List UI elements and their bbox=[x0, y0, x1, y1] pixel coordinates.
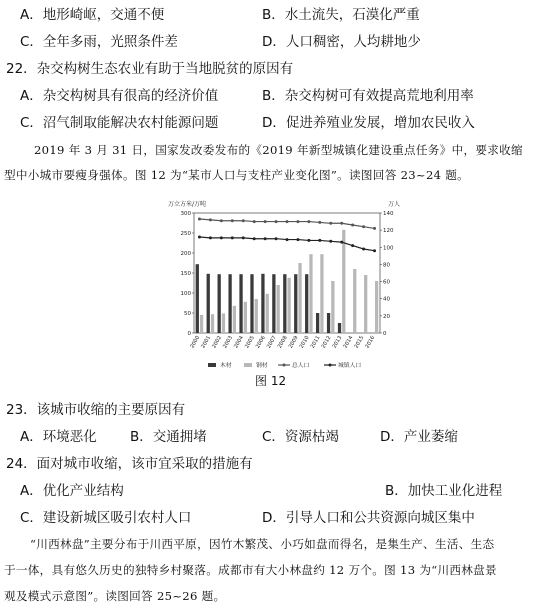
bar-钢材 bbox=[353, 269, 356, 333]
bar-木材 bbox=[283, 274, 286, 333]
bar-木材 bbox=[207, 274, 210, 333]
q23-option-a: A．环境恶化 bbox=[20, 429, 97, 445]
intro-23-24-line1: 2019 年 3 月 31 日，国家发改委发布的《2019 年新型城镇化建设重点任务》中，要求收缩 bbox=[34, 143, 523, 157]
bar-木材 bbox=[228, 274, 231, 333]
q23-option-c: C．资源枯竭 bbox=[262, 429, 339, 445]
bar-钢材 bbox=[277, 285, 280, 333]
bar-钢材 bbox=[287, 278, 290, 333]
point-城镇人口 bbox=[231, 236, 234, 239]
point-城镇人口 bbox=[275, 237, 278, 240]
left-tick-label: 250 bbox=[180, 231, 191, 237]
left-tick-label: 100 bbox=[180, 291, 191, 297]
x-tick-label: 2004 bbox=[233, 335, 245, 350]
x-tick-label: 2003 bbox=[222, 335, 235, 350]
intro-25-26-line2: 于一体，具有悠久历史的独特乡村聚落。成都市有大小林盘约 12 万个。图 13 为“川西林盘景 bbox=[4, 563, 497, 577]
q24-option-b: B．加快工业化进程 bbox=[385, 483, 503, 499]
bar-钢材 bbox=[342, 230, 345, 333]
point-总人口 bbox=[209, 218, 212, 221]
point-总人口 bbox=[373, 227, 376, 230]
q21-option-a: A．地形崎岖，交通不便 bbox=[20, 7, 165, 23]
intro-25-26-line1: “川西林盘”主要分布于川西平原，因竹木繁茂、小巧如盘而得名，是集生产、生活、生态 bbox=[30, 537, 495, 551]
bar-钢材 bbox=[375, 281, 378, 333]
intro-23-24-line2: 型中小城市要瘦身强体。图 12 为“某市人口与支柱产业变化图”。读图回答 23~24 题。 bbox=[4, 168, 470, 182]
chart-svg bbox=[166, 197, 406, 373]
right-tick-label: 60 bbox=[383, 279, 390, 286]
left-tick-label: 150 bbox=[180, 271, 191, 277]
point-总人口 bbox=[253, 220, 256, 223]
left-axis-label: 万立方米/万吨 bbox=[168, 201, 207, 208]
bar-木材 bbox=[338, 323, 341, 333]
right-tick-label: 0 bbox=[383, 331, 387, 337]
right-tick-label: 120 bbox=[383, 228, 394, 235]
bar-钢材 bbox=[233, 306, 236, 333]
q23-stem: 23．该城市收缩的主要原因有 bbox=[6, 402, 186, 418]
point-城镇人口 bbox=[198, 236, 201, 239]
right-tick-label: 20 bbox=[383, 313, 390, 320]
point-城镇人口 bbox=[318, 239, 321, 242]
q21-option-c: C．全年多雨，光照条件差 bbox=[20, 34, 178, 50]
point-城镇人口 bbox=[329, 240, 332, 243]
point-总人口 bbox=[329, 222, 332, 225]
point-城镇人口 bbox=[362, 248, 365, 251]
point-总人口 bbox=[296, 220, 299, 223]
point-总人口 bbox=[220, 219, 223, 222]
bar-钢材 bbox=[255, 299, 258, 333]
legend-label-钢材: 钢材 bbox=[256, 363, 268, 369]
x-tick-label: 2012 bbox=[320, 335, 333, 350]
x-tick-label: 2007 bbox=[265, 335, 278, 350]
bar-木材 bbox=[250, 274, 253, 333]
left-tick-label: 300 bbox=[180, 211, 191, 217]
figure-caption: 图 12 bbox=[255, 374, 287, 388]
bar-钢材 bbox=[200, 315, 203, 333]
bar-钢材 bbox=[364, 275, 367, 333]
x-tick-label: 2008 bbox=[276, 335, 289, 350]
point-总人口 bbox=[275, 220, 278, 223]
bar-木材 bbox=[305, 274, 308, 333]
bar-木材 bbox=[294, 274, 297, 333]
bar-钢材 bbox=[331, 281, 334, 333]
q24-option-d: D．引导人口和公共资源向城区集中 bbox=[262, 510, 475, 526]
point-城镇人口 bbox=[351, 244, 354, 247]
q22-option-d: D．促进养殖业发展，增加农民收入 bbox=[262, 115, 475, 131]
point-城镇人口 bbox=[264, 237, 267, 240]
point-城镇人口 bbox=[307, 239, 310, 242]
x-tick-label: 2002 bbox=[211, 335, 224, 350]
x-tick-label: 2016 bbox=[364, 335, 377, 350]
left-tick-label: 0 bbox=[187, 331, 191, 337]
point-总人口 bbox=[340, 222, 343, 225]
point-总人口 bbox=[307, 220, 310, 223]
x-tick-label: 2009 bbox=[287, 335, 300, 350]
x-tick-label: 2005 bbox=[244, 335, 256, 350]
point-总人口 bbox=[264, 220, 267, 223]
figure-12-chart bbox=[166, 197, 406, 373]
right-tick-label: 80 bbox=[383, 262, 390, 269]
legend-label-总人口: 总人口 bbox=[292, 363, 310, 369]
right-tick-label: 40 bbox=[383, 296, 390, 303]
bar-钢材 bbox=[266, 294, 269, 333]
q22-option-c: C．沼气制取能解决农村能源问题 bbox=[20, 115, 219, 131]
bar-木材 bbox=[327, 313, 330, 333]
q24-option-c: C．建设新城区吸引农村人口 bbox=[20, 510, 192, 526]
q22-option-b: B．杂交构树可有效提高荒地利用率 bbox=[262, 88, 474, 104]
x-tick-label: 2015 bbox=[353, 335, 366, 350]
q24-stem: 24．面对城市收缩，该市宜采取的措施有 bbox=[6, 456, 253, 472]
point-总人口 bbox=[242, 219, 245, 222]
left-tick-label: 200 bbox=[180, 251, 191, 257]
q21-option-b: B．水土流失，石漠化严重 bbox=[262, 7, 420, 23]
x-tick-label: 2014 bbox=[342, 335, 355, 350]
bar-钢材 bbox=[298, 263, 301, 333]
intro-25-26-line3: 观及模式示意图”。读图回答 25~26 题。 bbox=[4, 589, 226, 603]
bar-钢材 bbox=[309, 254, 312, 333]
bar-钢材 bbox=[211, 314, 214, 333]
left-tick-label: 50 bbox=[184, 311, 191, 317]
x-tick-label: 2013 bbox=[331, 335, 344, 350]
legend-swatch-木材 bbox=[208, 363, 216, 367]
x-tick-label: 2000 bbox=[189, 335, 202, 350]
point-城镇人口 bbox=[253, 237, 256, 240]
legend-marker-城镇人口 bbox=[329, 364, 332, 367]
point-城镇人口 bbox=[286, 238, 289, 241]
bar-钢材 bbox=[222, 313, 225, 333]
point-城镇人口 bbox=[242, 236, 245, 239]
x-tick-label: 2001 bbox=[200, 335, 213, 350]
x-tick-label: 2011 bbox=[309, 335, 322, 350]
right-tick-label: 100 bbox=[383, 245, 394, 252]
bar-钢材 bbox=[244, 302, 247, 333]
bar-木材 bbox=[316, 313, 319, 333]
legend-swatch-钢材 bbox=[244, 363, 252, 367]
bar-木材 bbox=[218, 274, 221, 333]
point-总人口 bbox=[362, 225, 365, 228]
x-tick-label: 2006 bbox=[255, 335, 267, 350]
bar-木材 bbox=[272, 274, 275, 333]
point-城镇人口 bbox=[373, 249, 376, 252]
point-总人口 bbox=[318, 221, 321, 224]
bar-钢材 bbox=[320, 254, 323, 333]
q22-stem: 22．杂交构树生态农业有助于当地脱贫的原因有 bbox=[6, 61, 294, 77]
x-tick-label: 2010 bbox=[298, 335, 311, 350]
bar-木材 bbox=[239, 274, 242, 333]
bar-木材 bbox=[261, 274, 264, 333]
right-axis-label: 万人 bbox=[388, 201, 401, 208]
point-总人口 bbox=[231, 219, 234, 222]
legend-marker-总人口 bbox=[283, 364, 286, 367]
q21-option-d: D．人口稠密，人均耕地少 bbox=[262, 34, 421, 50]
q24-option-a: A．优化产业结构 bbox=[20, 483, 124, 499]
q23-option-b: B．交通拥堵 bbox=[130, 429, 207, 445]
point-城镇人口 bbox=[340, 241, 343, 244]
point-城镇人口 bbox=[296, 238, 299, 241]
point-总人口 bbox=[351, 224, 354, 227]
q22-option-a: A．杂交构树具有很高的经济价值 bbox=[20, 88, 219, 104]
point-总人口 bbox=[198, 218, 201, 221]
legend-label-城镇人口: 城镇人口 bbox=[338, 363, 362, 369]
q23-option-d: D．产业萎缩 bbox=[380, 429, 458, 445]
right-tick-label: 140 bbox=[383, 211, 394, 217]
point-总人口 bbox=[286, 220, 289, 223]
bar-木材 bbox=[196, 264, 199, 333]
point-城镇人口 bbox=[220, 236, 223, 239]
point-城镇人口 bbox=[209, 236, 212, 239]
legend-label-木材: 木材 bbox=[220, 363, 232, 369]
